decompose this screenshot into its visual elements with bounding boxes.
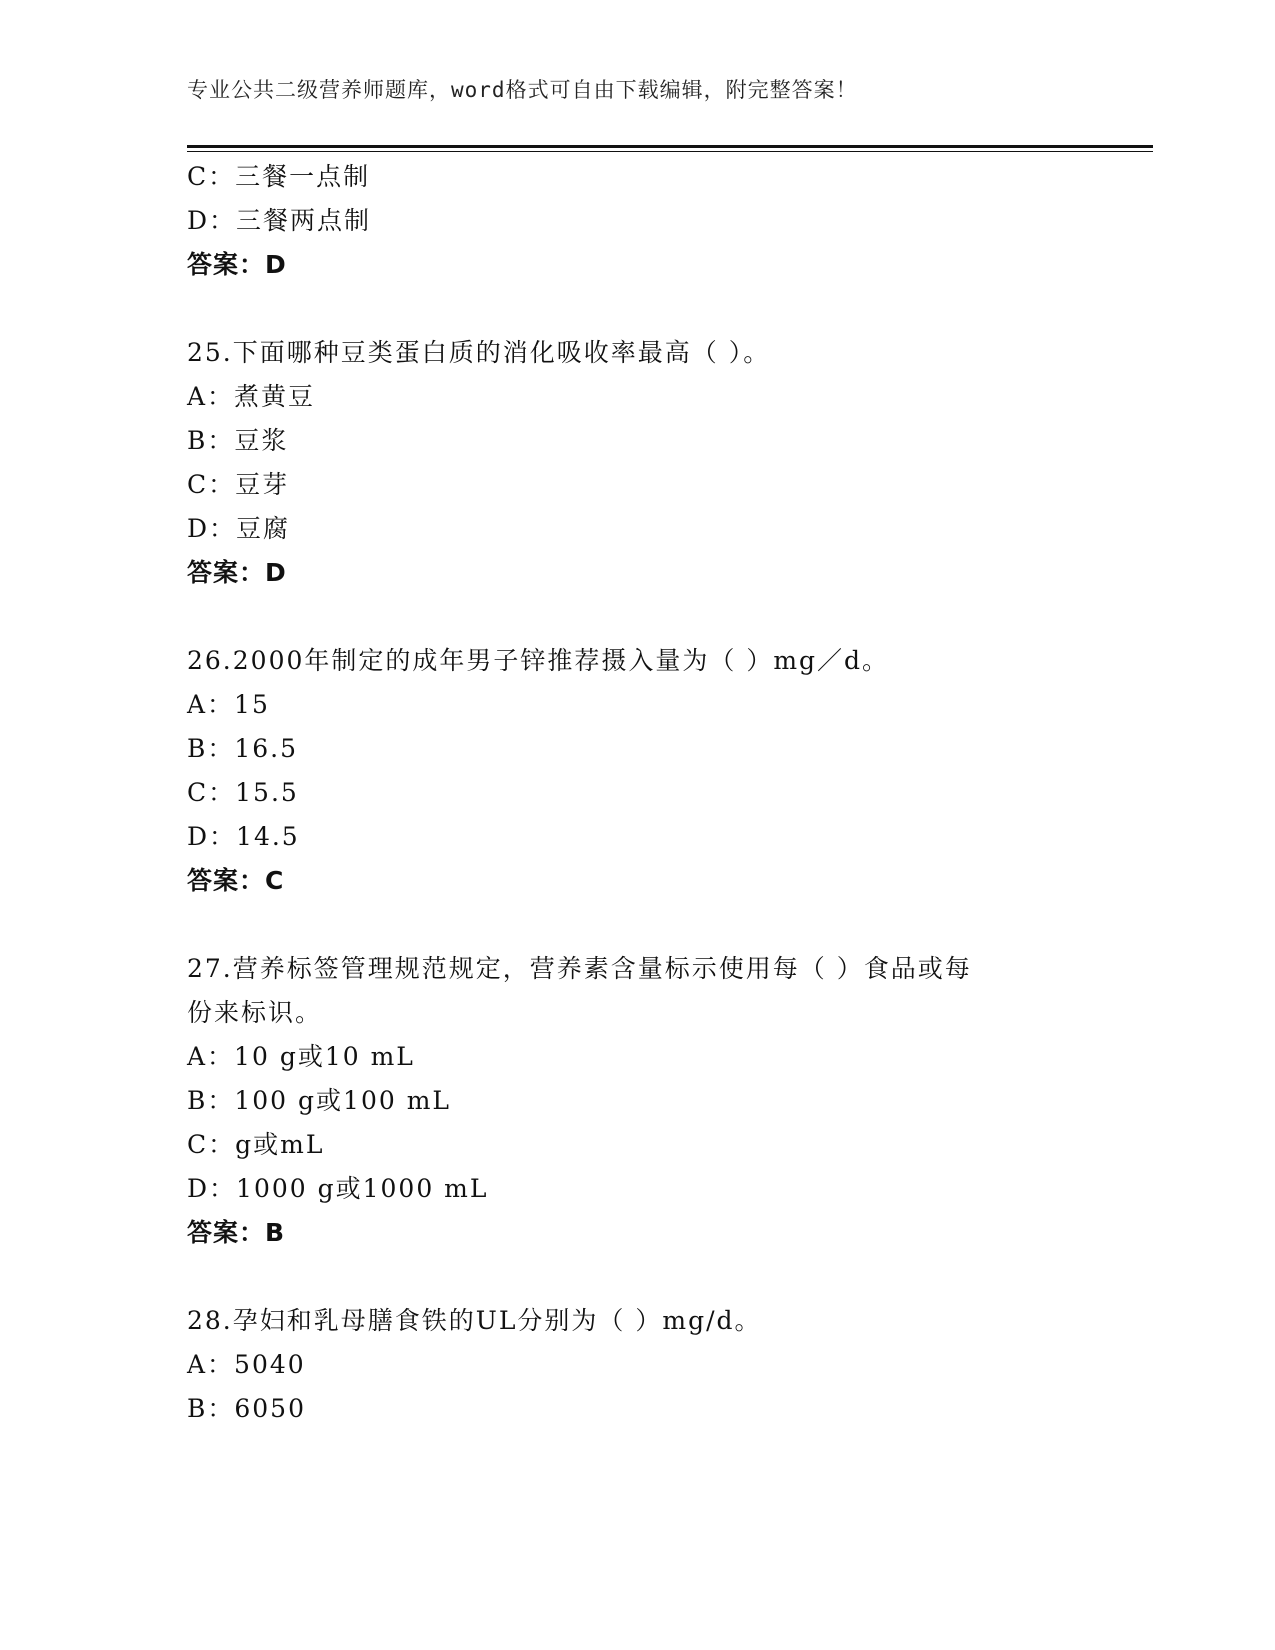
q24-answer: 答案：D (187, 250, 287, 279)
q28-option-b: B：6050 (187, 1394, 306, 1423)
q26-option-a: A：15 (187, 690, 270, 719)
q25-option-b: B：豆浆 (187, 426, 289, 455)
header-divider-thin (187, 151, 1153, 152)
q25-stem: 25.下面哪种豆类蛋白质的消化吸收率最高（ ）。 (187, 338, 771, 367)
header-divider-thick (187, 145, 1153, 148)
q26-option-b: B：16.5 (187, 734, 299, 763)
q27-stem-line2: 份来标识。 (187, 998, 323, 1027)
q28-stem: 28.孕妇和乳母膳食铁的UL分别为（ ）mg/d。 (187, 1306, 762, 1335)
q26-answer: 答案：C (187, 866, 285, 895)
q27-option-c: C：g或mL (187, 1130, 325, 1159)
q24-option-c: C：三餐一点制 (187, 162, 371, 191)
q27-answer: 答案：B (187, 1218, 286, 1247)
q26-option-d: D：14.5 (187, 822, 300, 851)
q24-option-d: D：三餐两点制 (187, 206, 372, 235)
q25-option-d: D：豆腐 (187, 514, 291, 543)
q27-option-b: B：100 g或100 mL (187, 1086, 452, 1115)
q28-option-a: A：5040 (187, 1350, 306, 1379)
q25-option-c: C：豆芽 (187, 470, 290, 499)
q27-stem-line1: 27.营养标签管理规范规定，营养素含量标示使用每（ ）食品或每 (187, 954, 972, 983)
q25-option-a: A：煮黄豆 (187, 382, 316, 411)
q27-option-d: D：1000 g或1000 mL (187, 1174, 489, 1203)
page-header: 专业公共二级营养师题库，word格式可自由下载编辑，附完整答案！ (187, 78, 858, 102)
q26-option-c: C：15.5 (187, 778, 299, 807)
q27-option-a: A：10 g或10 mL (187, 1042, 415, 1071)
q25-answer: 答案：D (187, 558, 287, 587)
q26-stem: 26.2000年制定的成年男子锌推荐摄入量为（ ）mg／d。 (187, 646, 890, 675)
